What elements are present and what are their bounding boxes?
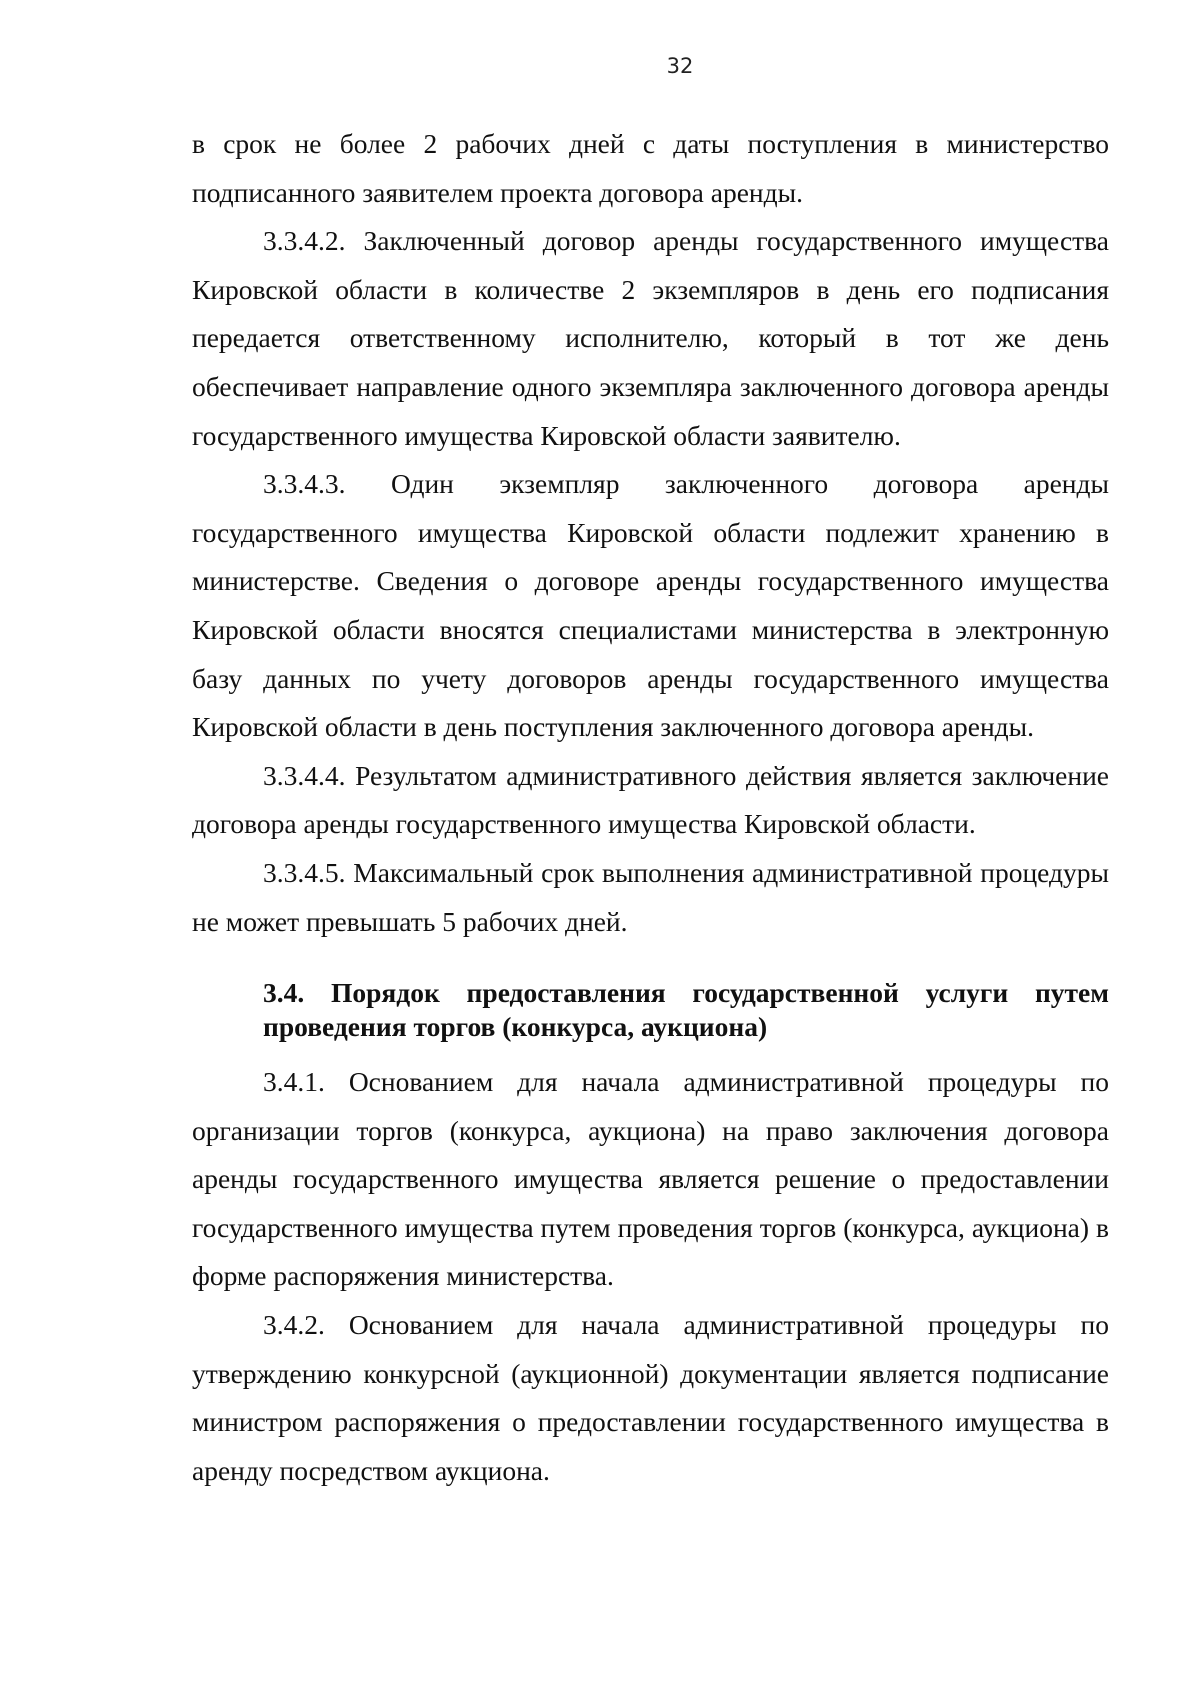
paragraph-3-4-1: 3.4.1. Основанием для начала административной процедуры по организации торгов (конкурса, аукциона) на право заключения договора аренды государственного имущества является решение о предоставлении государственного имущества путем проведения торгов (конкурса, аукциона) в форме распоряжения министерства. <box>192 1066 1109 1292</box>
page-number: 32 <box>666 54 694 78</box>
document-body <box>192 120 1109 1495</box>
paragraph-continuation: в срок не более 2 рабочих дней с даты поступления в министерство подписанного заявителем проекта договора аренды. <box>192 128 1109 208</box>
paragraph-3-3-4-4: 3.3.4.4. Результатом административного действия является заключение договора аренды государственного имущества Кировской области. <box>192 759 1109 840</box>
paragraph-3-4-2: 3.4.2. Основанием для начала административной процедуры по утверждению конкурсной (аукционной) документации является подписание министром распоряжения о предоставлении государственного имущества в аренду посредством аукциона. <box>192 1309 1109 1486</box>
section-heading-3-4: 3.4. Порядок предоставления государственной услуги путем проведения торгов (конкурса, аукциона) <box>263 977 1109 1043</box>
paragraph-3-3-4-2: 3.3.4.2. Заключенный договор аренды государственного имущества Кировской области в количестве 2 экземпляров в день его подписания передается ответственному исполнителю, который в тот же день обеспечивает направление одного экземпляра заключенного договора аренды государственного имущества Кировской области заявителю. <box>192 225 1109 451</box>
paragraph-3-3-4-5: 3.3.4.5. Максимальный срок выполнения административной процедуры не может превышать 5 рабочих дней. <box>192 856 1109 937</box>
paragraph-3-3-4-3: 3.3.4.3. Один экземпляр заключенного договора аренды государственного имущества Кировской области подлежит хранению в министерстве. Сведения о договоре аренды государственного имущества Кировской области вносятся специалистами министерства в электронную базу данных по учету договоров аренды государственного имущества Кировской области в день поступления заключенного договора аренды. <box>192 468 1109 743</box>
